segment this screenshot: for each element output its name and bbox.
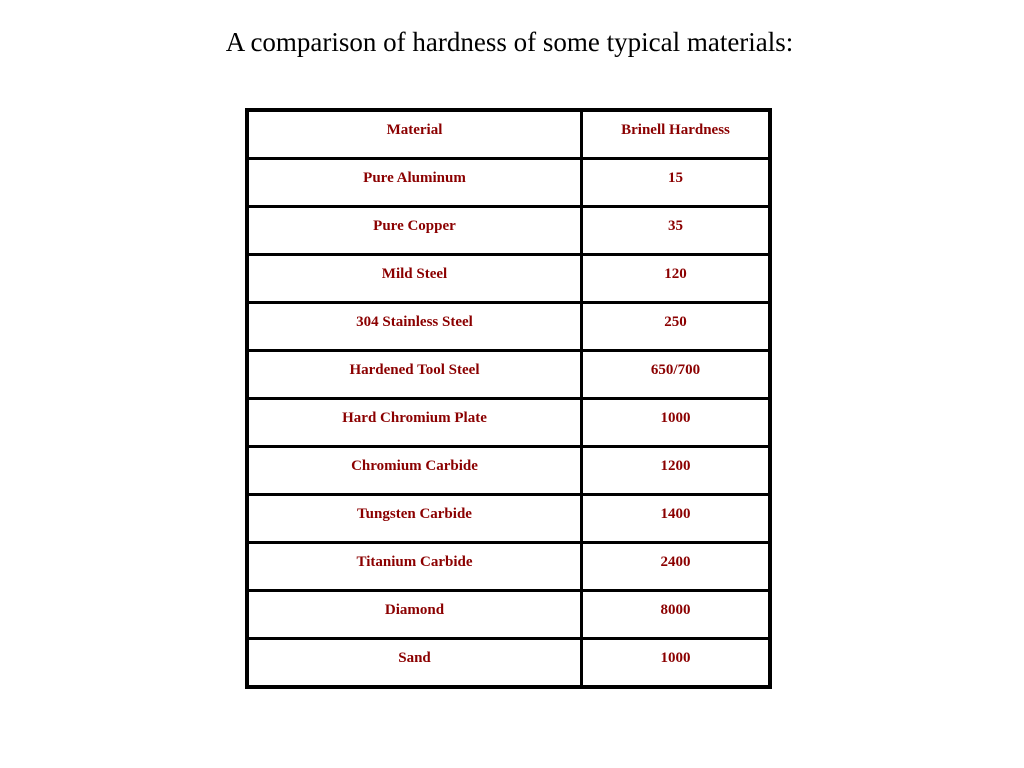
table-body [247, 110, 770, 687]
hardness-cell [582, 207, 771, 255]
table-row [247, 399, 770, 447]
material-cell [247, 303, 582, 351]
material-name: Titanium Carbide [356, 554, 473, 570]
hardness-value: 8000 [660, 602, 691, 618]
table-row [247, 543, 770, 591]
hardness-value: 1200 [660, 458, 691, 474]
material-name: Pure Aluminum [363, 170, 466, 186]
hardness-cell [582, 159, 771, 207]
material-name: Diamond [384, 602, 445, 618]
hardness-value: 15 [668, 170, 683, 186]
material-cell [247, 639, 582, 688]
hardness-cell [582, 639, 771, 688]
hardness-value: 35 [668, 218, 683, 234]
material-cell [247, 159, 582, 207]
hardness-cell [582, 447, 771, 495]
hardness-table [245, 108, 772, 689]
table-row [247, 639, 770, 688]
hardness-cell [582, 303, 771, 351]
material-cell [247, 399, 582, 447]
header-material-label: Material [386, 122, 443, 138]
hardness-value: 2400 [660, 554, 691, 570]
hardness-table-container [245, 108, 772, 689]
table-row [247, 591, 770, 639]
hardness-cell [582, 255, 771, 303]
material-name: Pure Copper [373, 218, 456, 234]
header-brinell-hardness-label: Brinell Hardness [621, 122, 730, 138]
page-title: A comparison of hardness of some typical materials: [225, 27, 794, 57]
hardness-value: 1000 [660, 410, 691, 426]
hardness-cell [582, 351, 771, 399]
hardness-value: 1000 [660, 650, 691, 666]
hardness-value: 650/700 [650, 362, 701, 378]
material-cell [247, 351, 582, 399]
material-cell [247, 255, 582, 303]
table-row [247, 255, 770, 303]
material-cell [247, 591, 582, 639]
table-row [247, 207, 770, 255]
hardness-cell [582, 591, 771, 639]
material-name: Tungsten Carbide [357, 506, 472, 522]
material-name: Sand [398, 650, 431, 666]
material-cell [247, 543, 582, 591]
material-cell [247, 495, 582, 543]
table-row [247, 159, 770, 207]
hardness-value: 1400 [660, 506, 691, 522]
hardness-value: 120 [664, 266, 687, 282]
material-cell [247, 447, 582, 495]
material-name: Hardened Tool Steel [349, 362, 480, 378]
table-row [247, 495, 770, 543]
material-cell [247, 207, 582, 255]
table-row [247, 447, 770, 495]
hardness-cell [582, 543, 771, 591]
hardness-cell [582, 399, 771, 447]
hardness-value: 250 [664, 314, 687, 330]
table-row [247, 303, 770, 351]
hardness-cell [582, 495, 771, 543]
material-name: 304 Stainless Steel [356, 314, 473, 330]
material-name: Mild Steel [381, 266, 448, 282]
material-name: Hard Chromium Plate [342, 410, 487, 426]
table-header-row [247, 110, 770, 159]
material-name: Chromium Carbide [351, 458, 478, 474]
table-row [247, 351, 770, 399]
header-brinell-hardness [582, 110, 771, 159]
header-material [247, 110, 582, 159]
